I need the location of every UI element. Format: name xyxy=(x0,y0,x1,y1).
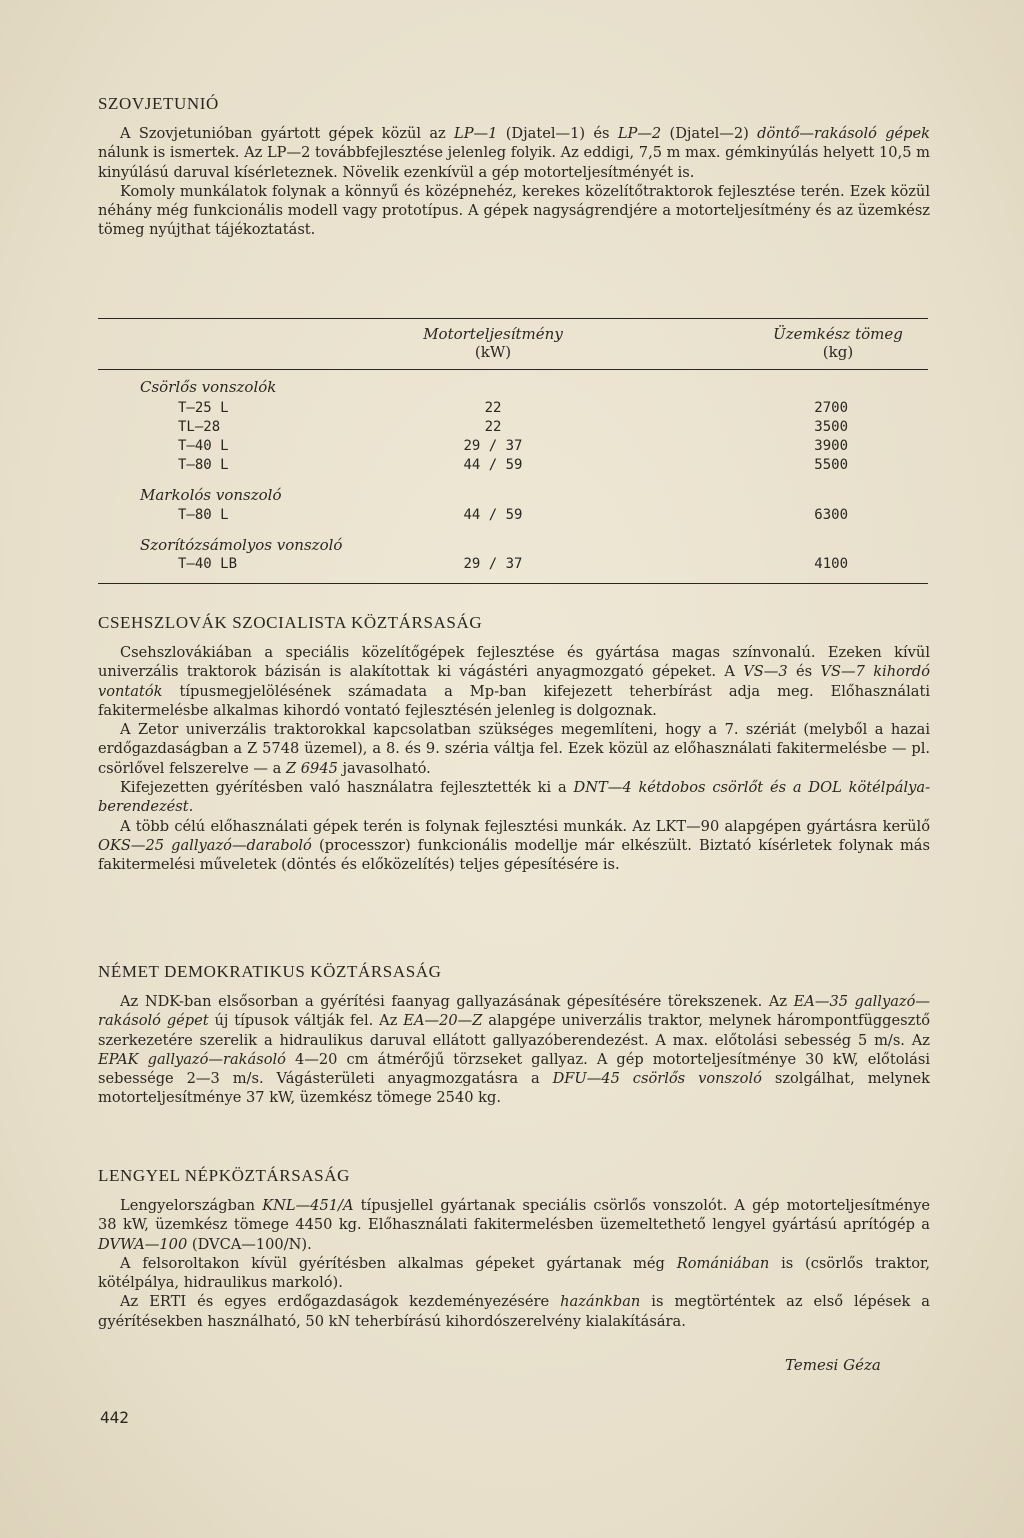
table-header xyxy=(98,319,928,369)
paragraph: Csehszlovákiában a speciális közelítőgépek fejlesztése és gyártása magas színvonalú. Ezeken kívül univerzális traktorok bázisán is alakítottak ki vágástéri anyagmozgató gépeket. A VS—3 és VS—7 kihordó vontatók típusmegjelölésének számadata a Mp-ban kifejezett teherbírást adja meg. Előhasználati fakitermelésbe alkalmas kihordó vontató fejlesztésén jelenleg is dolgoznak. xyxy=(98,644,931,719)
page-number: 442 xyxy=(100,1408,129,1427)
group-label: Markolós vonszoló xyxy=(140,486,282,504)
table-row: T—80 L 44 / 59 6300 xyxy=(178,507,848,523)
paragraph: Az ERTI és egyes erdőgazdaságok kezdeményezésére hazánkban is megtörténtek az első lépések a gyérítésekben használható, 50 kN teherbírású kihordószerelvény kialakítására. xyxy=(98,1293,930,1330)
section-heading: LENGYEL NÉPKÖZTÁRSASÁG xyxy=(98,1166,350,1185)
col-header-power: Motorteljesítmény (kW) xyxy=(423,325,563,361)
paragraph: A Zetor univerzális traktorokkal kapcsolatban szükséges megemlíteni, hogy a 7. szériát (melyből a hazai erdőgazdaságban a Z 5748 üzemel), a 8. és 9. széria váltja fel. Ezek közül az előhasználati fakitermelésbe — pl. csörlővel felszerelve — a Z 6945 javasolható. xyxy=(98,721,930,777)
table-bottom-rule xyxy=(98,583,928,584)
table-row: T—25 L 22 2700 xyxy=(178,400,848,416)
col-header-mass: Üzemkész tömeg (kg) xyxy=(773,325,903,361)
section-lengyel xyxy=(98,1166,930,1331)
group-label: Szorítózsámolyos vonszoló xyxy=(140,536,343,554)
section-heading: NÉMET DEMOKRATIKUS KÖZTÁRSASÁG xyxy=(98,962,442,981)
paragraph: Az NDK-ban elsősorban a gyérítési faanyag gallyazásának gépesítésére törekszenek. Az EA—35 gallyazó—rakásoló gépet új típusok váltják fel. Az EA—20—Z alapgépe univerzális traktor, melynek hárompontfüggesztő szerkezetére szerelik a hidraulikus daruval ellátott gallyazóberendezést. A max. előtolási sebesség 5 m/s. Az EPAK gallyazó—rakásoló 4—20 cm átmérőjű törzseket gallyaz. A gép motorteljesítménye 30 kW, előtolási sebessége 2—3 m/s. Vágásterületi anyagmozgatásra a DFU—45 csörlős vonszoló szolgálhat, melynek motorteljesítménye 37 kW, üzemkész tömege 2540 kg. xyxy=(98,993,931,1107)
table-row: T—80 L 44 / 59 5500 xyxy=(178,457,848,473)
group-label: Csörlős vonszolók xyxy=(140,378,277,396)
section-heading: SZOVJETUNIÓ xyxy=(98,94,219,113)
paragraph: Komoly munkálatok folynak a könnyű és középnehéz, kerekes közelítőtraktorok fejlesztése terén. Ezek közül néhány még funkcionális modell vagy prototípus. A gépek nagyságrendjére a motorteljesítmény és az üzemkész tömeg nyújthat tájékoztatást. xyxy=(98,182,930,239)
table-row: T—40 L 29 / 37 3900 xyxy=(178,438,848,454)
paragraph: A felsoroltakon kívül gyérítésben alkalmas gépeket gyártanak még Romániában is (csörlős traktor, kötélpálya, hidraulikus markoló). xyxy=(98,1254,930,1292)
table-row: T—40 LB 29 / 37 4100 xyxy=(178,556,848,572)
section-heading: CSEHSZLOVÁK SZOCIALISTA KÖZTÁRSASÁG xyxy=(98,613,483,632)
section-szovjetunio xyxy=(98,94,930,240)
section-nemet xyxy=(98,962,930,1108)
section-csehszlovak xyxy=(98,613,930,875)
paragraph: Lengyelországban KNL—451/A típusjellel gyártanak speciális csörlős vonszolót. A gép motorteljesítménye 38 kW, üzemkész tömege 4450 kg. Előhasználati fakitermelésben üzemeltethető lengyel gyártású aprítógép a DVWA—100 (DVCA—100/N). xyxy=(98,1197,930,1253)
paragraph: Kifejezetten gyérítésben való használatra fejlesztették ki a DNT—4 kétdobos csörlőt és a DOL kötélpálya-berendezést. xyxy=(98,779,930,816)
paragraph: A több célú előhasználati gépek terén is folynak fejlesztési munkák. Az LKT—90 alapgépen gyártásra kerülő OKS—25 gallyazó—daraboló (processzor) funkcionális modellje már elkészült. Biztató kísérletek folynak más fakitermelési műveletek (döntés és előközelítés) teljes gépesítésére is. xyxy=(98,817,930,874)
table-body xyxy=(98,370,928,575)
table-row: TL—28 22 3500 xyxy=(178,419,848,435)
machine-table xyxy=(98,318,928,584)
author-signature: Temesi Géza xyxy=(785,1356,881,1374)
paragraph: A Szovjetunióban gyártott gépek közül az LP—1 (Djatel—1) és LP—2 (Djatel—2) döntő—rakásoló gépek nálunk is ismertek. Az LP—2 továbbfejlesztése jelenleg folyik. Az eddigi, 7,5 m max. gémkinyúlás helyett 10,5 m kinyúlású daruval kísérleteznek. Növelik ezenkívül a gép motorteljesítményét is. xyxy=(98,125,930,181)
